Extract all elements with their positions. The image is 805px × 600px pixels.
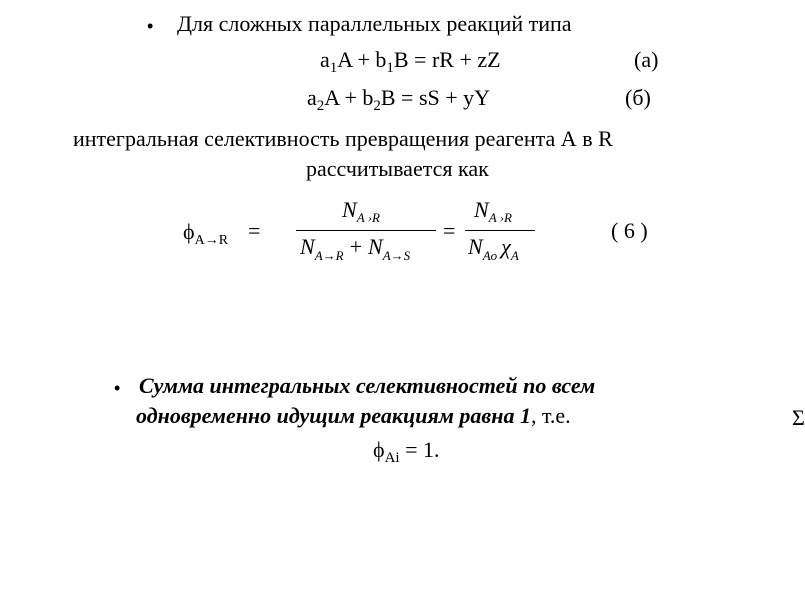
bullet-text-1: Для сложных параллельных реакций типа: [177, 11, 572, 36]
reaction-equation-a: $a_1A + b_1B$ = rR + zZ: [320, 47, 501, 76]
bullet-text-2-line-1: Сумма интегральных селективностей по всем: [139, 373, 596, 398]
bullet-text-2-line-2: одновременно идущим реакциям равна 1, т.е.: [136, 403, 571, 428]
fraction-2-numerator: $N_{A ›R}$: [474, 197, 512, 225]
formula-equals-2: =: [443, 218, 456, 243]
equation-tag-b: (б): [625, 85, 651, 110]
clipped-sum-symbol: Σ: [792, 405, 805, 430]
equation-tag-a: (a): [634, 47, 659, 72]
formula-equals-1: =: [248, 218, 261, 243]
fraction-2-bar: [465, 230, 535, 231]
fraction-2-denominator: $N_{Ao}$ $\chi_A$: [468, 234, 519, 263]
reaction-equation-b: $a_2A + b_2B$ = sS + yY: [307, 85, 491, 114]
fraction-1-denominator: $N_{A\to R} + N_{A\to S}$: [300, 234, 411, 263]
equation-tag-6: ( 6 ): [611, 218, 648, 243]
bullet-marker-2: •: [114, 378, 121, 398]
fraction-1-bar: [296, 230, 436, 231]
bullet-text-2-line-3: $\phi_{Ai} = 1$.: [373, 437, 440, 466]
paragraph-line-1: интегральная селективность превращения реагента А в R: [73, 126, 613, 151]
phi-symbol: $\phi_{A\to R}$: [183, 219, 229, 248]
bullet-marker-1: •: [147, 16, 154, 36]
fraction-1-numerator: $N_{A ›R}$: [342, 197, 380, 225]
paragraph-line-2: рассчитывается как: [306, 156, 489, 181]
